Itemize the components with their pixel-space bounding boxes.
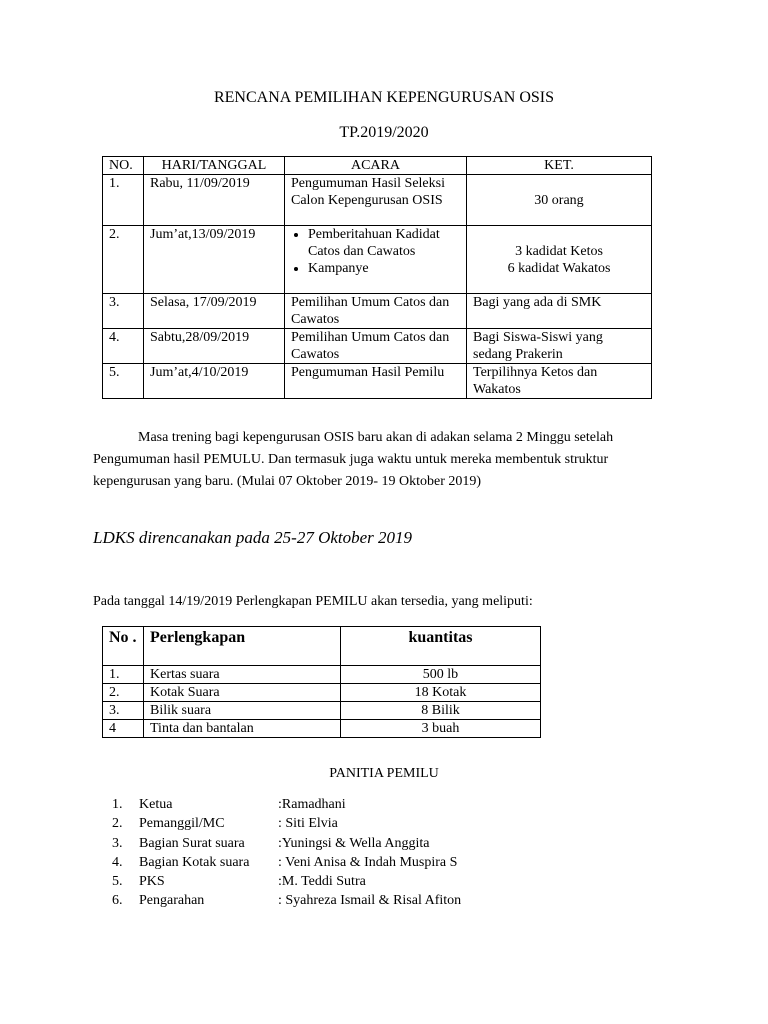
equipment-header-no: No . bbox=[103, 627, 144, 666]
equipment-qty: 18 Kotak bbox=[341, 684, 541, 702]
table-row bbox=[103, 666, 541, 684]
equipment-header-qty: kuantitas bbox=[341, 627, 541, 666]
training-paragraph-line: Pengumuman hasil PEMULU. Dan termasuk juga waktu untuk mereka membentuk struktur bbox=[93, 452, 609, 467]
schedule-note-line: 6 kadidat Wakatos bbox=[507, 260, 611, 276]
committee-name: : Veni Anisa & Indah Muspira S bbox=[278, 854, 458, 870]
ldks-heading: LDKS direncanakan pada 25-27 Oktober 2019 bbox=[93, 528, 413, 547]
schedule-header-note: KET. bbox=[467, 157, 652, 175]
schedule-date: Jum’at,13/09/2019 bbox=[144, 226, 285, 294]
table-row bbox=[103, 702, 541, 720]
schedule-event: Pemilihan Umum Catos dan Cawatos bbox=[285, 329, 467, 364]
committee-name: : Siti Elvia bbox=[278, 816, 338, 832]
table-row bbox=[103, 294, 652, 329]
committee-name: : Syahreza Ismail & Risal Afiton bbox=[278, 893, 462, 909]
schedule-note: 30 orang bbox=[467, 175, 652, 226]
committee-number: 4. bbox=[112, 854, 123, 870]
equipment-no: 4 bbox=[103, 720, 144, 738]
list-item bbox=[112, 797, 461, 816]
schedule-event: Pemilihan Umum Catos dan Cawatos bbox=[285, 294, 467, 329]
list-item: • Pemberitahuan Kadidat Catos dan Cawatos bbox=[308, 226, 460, 260]
committee-number: 2. bbox=[112, 816, 123, 832]
list-item bbox=[112, 855, 461, 874]
schedule-note: Bagi yang ada di SMK bbox=[467, 294, 652, 329]
equipment-item: Bilik suara bbox=[144, 702, 341, 720]
equipment-table bbox=[102, 626, 541, 738]
schedule-date: Jum’at,4/10/2019 bbox=[144, 364, 285, 399]
schedule-event bbox=[285, 226, 467, 294]
committee-number: 3. bbox=[112, 835, 123, 851]
equipment-no: 2. bbox=[103, 684, 144, 702]
table-row bbox=[103, 329, 652, 364]
schedule-no: 3. bbox=[103, 294, 144, 329]
equipment-qty: 500 lb bbox=[341, 666, 541, 684]
schedule-event-list bbox=[291, 226, 460, 277]
committee-role: PKS bbox=[139, 874, 165, 890]
committee-number: 5. bbox=[112, 874, 123, 890]
schedule-no: 2. bbox=[103, 226, 144, 294]
committee-role: Pengarahan bbox=[139, 893, 205, 909]
committee-role: Bagian Surat suara bbox=[139, 835, 245, 851]
list-item bbox=[112, 893, 461, 912]
equipment-no: 1. bbox=[103, 666, 144, 684]
equipment-item: Kertas suara bbox=[144, 666, 341, 684]
schedule-note-line: 3 kadidat Ketos bbox=[515, 243, 603, 259]
table-row bbox=[103, 364, 652, 399]
document-title: RENCANA PEMILIHAN KEPENGURUSAN OSIS bbox=[213, 89, 555, 106]
table-row bbox=[103, 175, 652, 226]
equipment-qty: 3 buah bbox=[341, 720, 541, 738]
schedule-note bbox=[467, 226, 652, 294]
schedule-header-date: HARI/TANGGAL bbox=[144, 157, 285, 175]
schedule-header-event: ACARA bbox=[285, 157, 467, 175]
list-item bbox=[112, 836, 461, 855]
schedule-note: Bagi Siswa-Siswi yang sedang Prakerin bbox=[467, 329, 652, 364]
table-row bbox=[103, 226, 652, 294]
committee-title: PANITIA PEMILU bbox=[329, 766, 439, 781]
schedule-table bbox=[102, 156, 652, 399]
committee-name: :Yuningsi & Wella Anggita bbox=[278, 835, 430, 851]
schedule-date: Selasa, 17/09/2019 bbox=[144, 294, 285, 329]
schedule-event: Pengumuman Hasil Seleksi Calon Kepengurusan OSIS bbox=[285, 175, 467, 226]
committee-role: Pemanggil/MC bbox=[139, 816, 225, 832]
table-row bbox=[103, 684, 541, 702]
training-paragraph-line: Masa trening bagi kepengurusan OSIS baru akan di adakan selama 2 Minggu setelah bbox=[138, 430, 614, 445]
equipment-no: 3. bbox=[103, 702, 144, 720]
list-item: • Kampanye bbox=[308, 260, 460, 277]
equipment-intro: Pada tanggal 14/19/2019 Perlengkapan PEMILU akan tersedia, yang meliputi: bbox=[93, 594, 533, 609]
table-row bbox=[103, 720, 541, 738]
committee-list bbox=[112, 797, 461, 913]
schedule-note: Terpilihnya Ketos dan Wakatos bbox=[467, 364, 652, 399]
document-subtitle: TP.2019/2020 bbox=[339, 124, 429, 141]
list-item bbox=[112, 874, 461, 893]
equipment-item: Kotak Suara bbox=[144, 684, 341, 702]
training-paragraph-line: kepengurusan yang baru. (Mulai 07 Oktober 2019- 19 Oktober 2019) bbox=[93, 474, 482, 489]
schedule-no: 5. bbox=[103, 364, 144, 399]
committee-name: :Ramadhani bbox=[278, 797, 346, 812]
schedule-no: 4. bbox=[103, 329, 144, 364]
schedule-no: 1. bbox=[103, 175, 144, 226]
committee-role: Ketua bbox=[139, 797, 173, 812]
schedule-date: Rabu, 11/09/2019 bbox=[144, 175, 285, 226]
schedule-event: Pengumuman Hasil Pemilu bbox=[285, 364, 467, 399]
equipment-header-item: Perlengkapan bbox=[144, 627, 341, 666]
schedule-date: Sabtu,28/09/2019 bbox=[144, 329, 285, 364]
list-item bbox=[112, 816, 461, 835]
committee-name: :M. Teddi Sutra bbox=[278, 874, 366, 890]
equipment-qty: 8 Bilik bbox=[341, 702, 541, 720]
committee-role: Bagian Kotak suara bbox=[139, 854, 250, 870]
committee-number: 6. bbox=[112, 893, 123, 909]
equipment-item: Tinta dan bantalan bbox=[144, 720, 341, 738]
schedule-header-row bbox=[103, 157, 652, 175]
committee-number: 1. bbox=[112, 797, 123, 812]
schedule-header-no: NO. bbox=[103, 157, 144, 175]
equipment-header-row bbox=[103, 627, 541, 666]
